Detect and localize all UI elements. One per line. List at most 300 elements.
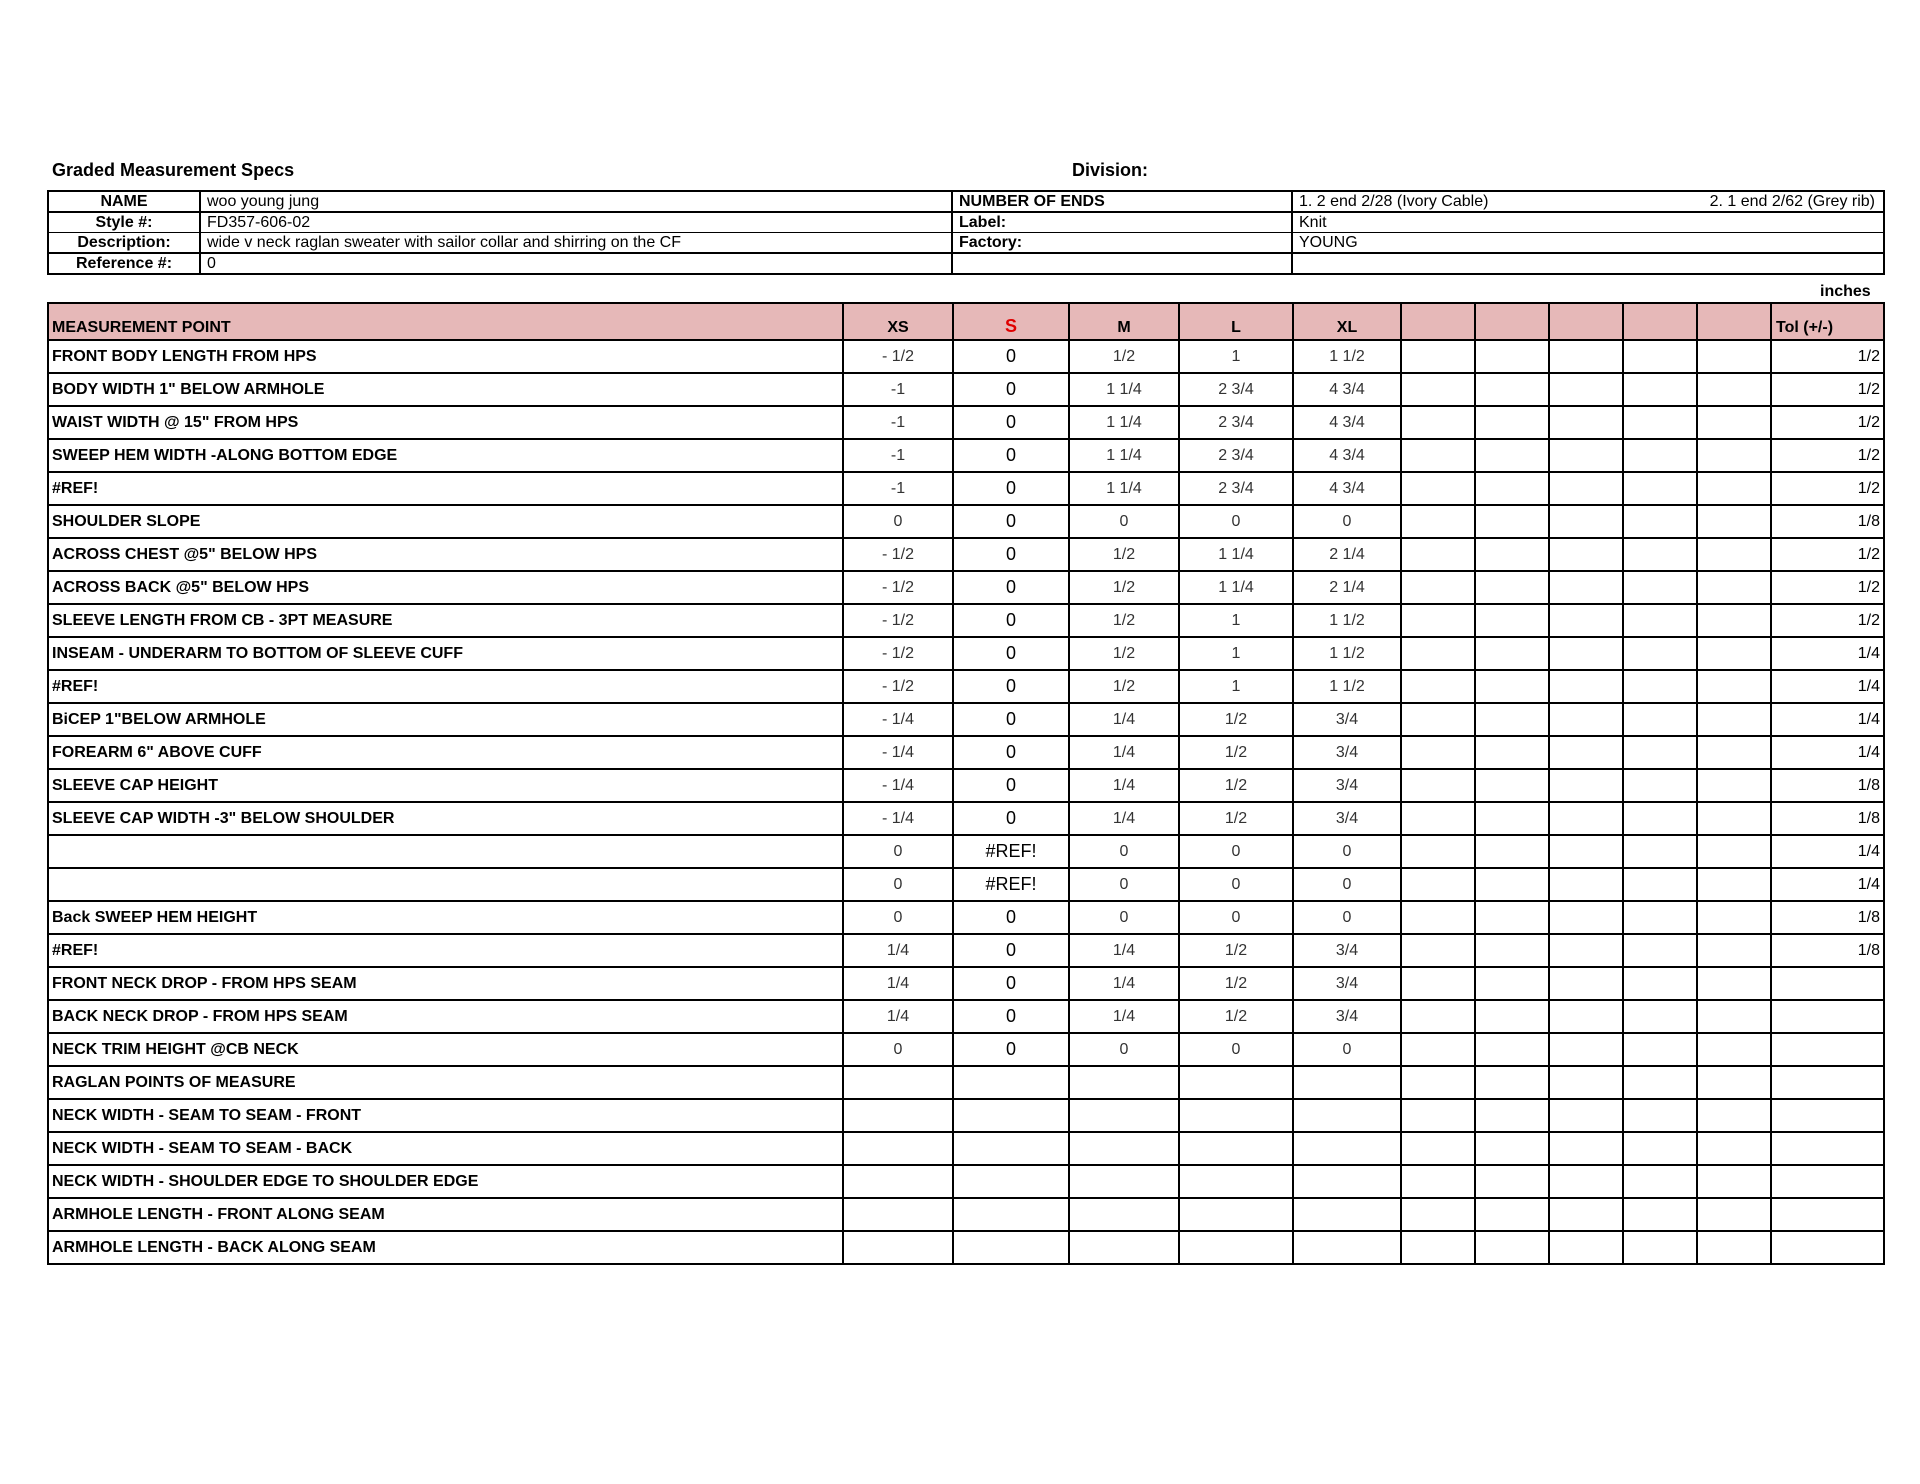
value-l: 2 3/4 (1179, 373, 1293, 406)
value-tolerance: 1/4 (1771, 703, 1884, 736)
spec-row (48, 802, 1884, 835)
blank-cell (1697, 1000, 1771, 1033)
blank-cell (1697, 439, 1771, 472)
blank-cell (1475, 1132, 1549, 1165)
empty-cell (952, 253, 1292, 274)
spec-row (48, 835, 1884, 868)
blank-cell (1401, 1198, 1475, 1231)
value-xs: 1/4 (843, 1000, 953, 1033)
blank-cell (1475, 1033, 1549, 1066)
measurement-point: FRONT BODY LENGTH FROM HPS (48, 340, 843, 373)
blank-cell (1549, 439, 1623, 472)
value-tolerance (1771, 1000, 1884, 1033)
value-m: 1/4 (1069, 967, 1179, 1000)
value-m: 1 1/4 (1069, 373, 1179, 406)
value-m (1069, 1231, 1179, 1264)
name-value: woo young jung (200, 191, 952, 212)
value-xl (1293, 1165, 1401, 1198)
blank-cell (1549, 934, 1623, 967)
blank-cell (1401, 736, 1475, 769)
blank-cell (1401, 340, 1475, 373)
value-xl: 0 (1293, 835, 1401, 868)
value-l (1179, 1198, 1293, 1231)
blank-cell (1549, 1165, 1623, 1198)
measurement-point: SLEEVE CAP WIDTH -3" BELOW SHOULDER (48, 802, 843, 835)
blank-cell (1697, 406, 1771, 439)
blank-cell (1401, 538, 1475, 571)
value-l (1179, 1231, 1293, 1264)
blank-cell (1623, 637, 1697, 670)
blank-cell (1623, 406, 1697, 439)
measurement-point: SWEEP HEM WIDTH -ALONG BOTTOM EDGE (48, 439, 843, 472)
blank-cell (1623, 538, 1697, 571)
value-tolerance (1771, 1198, 1884, 1231)
blank-cell (1475, 1099, 1549, 1132)
blank-cell (1697, 736, 1771, 769)
blank-cell (1475, 1231, 1549, 1264)
measurement-point: RAGLAN POINTS OF MEASURE (48, 1066, 843, 1099)
value-tolerance: 1/2 (1771, 538, 1884, 571)
blank-cell (1401, 670, 1475, 703)
measurement-point: ARMHOLE LENGTH - FRONT ALONG SEAM (48, 1198, 843, 1231)
spec-row (48, 1000, 1884, 1033)
value-m: 0 (1069, 868, 1179, 901)
value-s: 0 (953, 604, 1069, 637)
blank-cell (1697, 670, 1771, 703)
blank-cell (1623, 868, 1697, 901)
spec-row (48, 769, 1884, 802)
value-l: 1/2 (1179, 769, 1293, 802)
value-s: 0 (953, 340, 1069, 373)
spec-row (48, 736, 1884, 769)
blank-cell (1549, 604, 1623, 637)
blank-cell (1623, 934, 1697, 967)
blank-cell (1697, 637, 1771, 670)
blank-cell (1475, 703, 1549, 736)
value-tolerance: 1/4 (1771, 835, 1884, 868)
blank-cell (1623, 835, 1697, 868)
blank-cell (1401, 703, 1475, 736)
value-l (1179, 1165, 1293, 1198)
value-m (1069, 1132, 1179, 1165)
value-s (953, 1099, 1069, 1132)
blank-cell (1475, 472, 1549, 505)
spec-row (48, 505, 1884, 538)
division-label: Division: (1072, 160, 1149, 180)
value-xl: 3/4 (1293, 1000, 1401, 1033)
spec-row (48, 1132, 1884, 1165)
blank-cell (1697, 967, 1771, 1000)
value-m: 1/2 (1069, 637, 1179, 670)
measurement-point: ARMHOLE LENGTH - BACK ALONG SEAM (48, 1231, 843, 1264)
blank-cell (1623, 1132, 1697, 1165)
blank-cell (1401, 1066, 1475, 1099)
blank-cell (1401, 571, 1475, 604)
value-s: 0 (953, 1033, 1069, 1066)
spec-row (48, 703, 1884, 736)
value-xs (843, 1099, 953, 1132)
value-xl: 0 (1293, 505, 1401, 538)
blank-cell (1549, 1198, 1623, 1231)
value-xs (843, 1198, 953, 1231)
col-header-blank (1401, 303, 1475, 340)
blank-cell (1475, 604, 1549, 637)
value-xl: 3/4 (1293, 736, 1401, 769)
measurement-point: NECK WIDTH - SHOULDER EDGE TO SHOULDER EDGE (48, 1165, 843, 1198)
blank-cell (1549, 538, 1623, 571)
value-xs: 0 (843, 901, 953, 934)
value-xl: 4 3/4 (1293, 373, 1401, 406)
value-tolerance: 1/4 (1771, 868, 1884, 901)
blank-cell (1623, 1198, 1697, 1231)
spec-row (48, 1198, 1884, 1231)
blank-cell (1549, 1066, 1623, 1099)
value-tolerance (1771, 1099, 1884, 1132)
blank-cell (1401, 1000, 1475, 1033)
blank-cell (1549, 868, 1623, 901)
value-tolerance: 1/4 (1771, 736, 1884, 769)
value-tolerance: 1/2 (1771, 373, 1884, 406)
value-m: 1/4 (1069, 934, 1179, 967)
col-header-l: L (1179, 303, 1293, 340)
value-s: 0 (953, 472, 1069, 505)
value-xs: -1 (843, 439, 953, 472)
value-tolerance: 1/8 (1771, 802, 1884, 835)
blank-cell (1549, 769, 1623, 802)
blank-cell (1697, 538, 1771, 571)
blank-cell (1475, 769, 1549, 802)
empty-cell (1292, 253, 1884, 274)
blank-cell (1401, 637, 1475, 670)
blank-cell (1623, 505, 1697, 538)
spec-row (48, 868, 1884, 901)
value-m: 1/4 (1069, 802, 1179, 835)
value-xs (843, 1231, 953, 1264)
measurement-point: ACROSS CHEST @5" BELOW HPS (48, 538, 843, 571)
blank-cell (1475, 736, 1549, 769)
factory-label: Factory: (952, 233, 1292, 254)
blank-cell (1475, 670, 1549, 703)
value-m: 1/2 (1069, 604, 1179, 637)
value-s (953, 1066, 1069, 1099)
blank-cell (1475, 406, 1549, 439)
value-s: 0 (953, 1000, 1069, 1033)
value-xs: -1 (843, 373, 953, 406)
value-xs: - 1/4 (843, 736, 953, 769)
value-tolerance (1771, 967, 1884, 1000)
value-tolerance: 1/8 (1771, 934, 1884, 967)
units-label: inches (1820, 283, 1871, 300)
blank-cell (1697, 868, 1771, 901)
name-label: NAME (48, 191, 200, 212)
value-s (953, 1165, 1069, 1198)
value-xl: 1 1/2 (1293, 670, 1401, 703)
blank-cell (1623, 373, 1697, 406)
measurement-point: NECK TRIM HEIGHT @CB NECK (48, 1033, 843, 1066)
blank-cell (1549, 1132, 1623, 1165)
blank-cell (1475, 538, 1549, 571)
spec-row (48, 1231, 1884, 1264)
blank-cell (1475, 868, 1549, 901)
value-tolerance: 1/8 (1771, 769, 1884, 802)
spec-row (48, 637, 1884, 670)
value-xl (1293, 1066, 1401, 1099)
blank-cell (1697, 1066, 1771, 1099)
value-m: 1/4 (1069, 703, 1179, 736)
value-m: 1/4 (1069, 769, 1179, 802)
ends-label: NUMBER OF ENDS (952, 191, 1292, 212)
value-s: 0 (953, 505, 1069, 538)
blank-cell (1549, 736, 1623, 769)
measurement-point: #REF! (48, 934, 843, 967)
blank-cell (1475, 571, 1549, 604)
value-m: 0 (1069, 901, 1179, 934)
col-header-xl: XL (1293, 303, 1401, 340)
blank-cell (1697, 472, 1771, 505)
measurement-point: NECK WIDTH - SEAM TO SEAM - FRONT (48, 1099, 843, 1132)
label-value: Knit (1292, 212, 1884, 233)
value-tolerance: 1/2 (1771, 472, 1884, 505)
measurement-point: INSEAM - UNDERARM TO BOTTOM OF SLEEVE CUFF (48, 637, 843, 670)
blank-cell (1401, 901, 1475, 934)
value-xl: 2 1/4 (1293, 538, 1401, 571)
value-xl (1293, 1099, 1401, 1132)
blank-cell (1475, 835, 1549, 868)
value-xs: - 1/4 (843, 703, 953, 736)
value-xl (1293, 1231, 1401, 1264)
measurement-point: WAIST WIDTH @ 15" FROM HPS (48, 406, 843, 439)
value-s: #REF! (953, 868, 1069, 901)
blank-cell (1549, 802, 1623, 835)
spec-row (48, 571, 1884, 604)
blank-cell (1697, 373, 1771, 406)
blank-cell (1475, 1066, 1549, 1099)
value-m: 1/2 (1069, 340, 1179, 373)
value-s: 0 (953, 802, 1069, 835)
blank-cell (1697, 1099, 1771, 1132)
measurement-point (48, 868, 843, 901)
blank-cell (1401, 406, 1475, 439)
blank-cell (1401, 1033, 1475, 1066)
blank-cell (1697, 571, 1771, 604)
value-s: 0 (953, 901, 1069, 934)
spec-row (48, 340, 1884, 373)
blank-cell (1401, 934, 1475, 967)
col-header-blank (1623, 303, 1697, 340)
spec-row (48, 1066, 1884, 1099)
measurement-point: BiCEP 1"BELOW ARMHOLE (48, 703, 843, 736)
value-xs: 0 (843, 505, 953, 538)
blank-cell (1623, 901, 1697, 934)
document-title: Graded Measurement Specs (52, 160, 295, 180)
blank-cell (1623, 1066, 1697, 1099)
measurement-point: SHOULDER SLOPE (48, 505, 843, 538)
reference-label: Reference #: (48, 253, 200, 274)
measurement-point: SLEEVE LENGTH FROM CB - 3PT MEASURE (48, 604, 843, 637)
spec-row (48, 967, 1884, 1000)
value-xs: - 1/2 (843, 637, 953, 670)
blank-cell (1475, 1198, 1549, 1231)
blank-cell (1549, 505, 1623, 538)
value-xs: - 1/4 (843, 802, 953, 835)
blank-cell (1549, 340, 1623, 373)
value-xs: - 1/2 (843, 571, 953, 604)
value-xl: 3/4 (1293, 769, 1401, 802)
value-xl: 1 1/2 (1293, 637, 1401, 670)
blank-cell (1623, 1231, 1697, 1264)
value-m (1069, 1066, 1179, 1099)
value-s: 0 (953, 538, 1069, 571)
value-m: 0 (1069, 505, 1179, 538)
spec-row (48, 604, 1884, 637)
value-s: 0 (953, 373, 1069, 406)
value-xl: 4 3/4 (1293, 406, 1401, 439)
blank-cell (1401, 802, 1475, 835)
value-m: 0 (1069, 835, 1179, 868)
blank-cell (1401, 769, 1475, 802)
blank-cell (1623, 1165, 1697, 1198)
blank-cell (1697, 835, 1771, 868)
spec-row (48, 373, 1884, 406)
value-xl: 0 (1293, 901, 1401, 934)
value-tolerance: 1/2 (1771, 604, 1884, 637)
value-s (953, 1132, 1069, 1165)
description-value: wide v neck raglan sweater with sailor collar and shirring on the CF (200, 233, 952, 254)
factory-value: YOUNG (1292, 233, 1884, 254)
blank-cell (1549, 967, 1623, 1000)
blank-cell (1623, 769, 1697, 802)
blank-cell (1401, 1165, 1475, 1198)
value-xl: 3/4 (1293, 703, 1401, 736)
value-m: 1/4 (1069, 1000, 1179, 1033)
spec-row (48, 1165, 1884, 1198)
value-xl: 0 (1293, 1033, 1401, 1066)
value-s: #REF! (953, 835, 1069, 868)
measurement-point: ACROSS BACK @5" BELOW HPS (48, 571, 843, 604)
value-s: 0 (953, 637, 1069, 670)
header-info-table (47, 190, 1885, 275)
value-tolerance (1771, 1033, 1884, 1066)
value-m: 1/2 (1069, 538, 1179, 571)
col-header-m: M (1069, 303, 1179, 340)
value-m (1069, 1099, 1179, 1132)
measurement-point: #REF! (48, 670, 843, 703)
value-l: 1 (1179, 637, 1293, 670)
blank-cell (1549, 901, 1623, 934)
col-header-s: S (953, 303, 1069, 340)
value-s: 0 (953, 934, 1069, 967)
value-xs (843, 1066, 953, 1099)
spec-row (48, 670, 1884, 703)
ends-value (1292, 191, 1884, 212)
blank-cell (1623, 604, 1697, 637)
blank-cell (1549, 571, 1623, 604)
blank-cell (1401, 868, 1475, 901)
value-xs: 0 (843, 1033, 953, 1066)
value-l: 1 1/4 (1179, 538, 1293, 571)
value-m: 1/2 (1069, 571, 1179, 604)
col-header-blank (1549, 303, 1623, 340)
value-xs: - 1/4 (843, 769, 953, 802)
value-l: 1/2 (1179, 703, 1293, 736)
style-value: FD357-606-02 (200, 212, 952, 233)
value-l: 1 1/4 (1179, 571, 1293, 604)
blank-cell (1401, 439, 1475, 472)
blank-cell (1475, 1165, 1549, 1198)
blank-cell (1549, 472, 1623, 505)
blank-cell (1697, 340, 1771, 373)
value-l: 1/2 (1179, 802, 1293, 835)
value-xl: 1 1/2 (1293, 340, 1401, 373)
value-xs (843, 1132, 953, 1165)
spec-row (48, 1033, 1884, 1066)
value-l (1179, 1132, 1293, 1165)
measurement-point: FRONT NECK DROP - FROM HPS SEAM (48, 967, 843, 1000)
ends-value-1: 1. 2 end 2/28 (Ivory Cable) (1299, 193, 1489, 210)
blank-cell (1401, 1231, 1475, 1264)
blank-cell (1549, 406, 1623, 439)
measurement-point: FOREARM 6" ABOVE CUFF (48, 736, 843, 769)
value-s: 0 (953, 406, 1069, 439)
style-label: Style #: (48, 212, 200, 233)
blank-cell (1623, 703, 1697, 736)
value-xl: 3/4 (1293, 967, 1401, 1000)
value-m: 1 1/4 (1069, 472, 1179, 505)
blank-cell (1549, 703, 1623, 736)
ends-value-2: 2. 1 end 2/62 (Grey rib) (1709, 193, 1875, 210)
description-label: Description: (48, 233, 200, 254)
value-xs: 0 (843, 868, 953, 901)
value-xs: - 1/2 (843, 604, 953, 637)
value-s: 0 (953, 769, 1069, 802)
blank-cell (1475, 802, 1549, 835)
value-xl: 4 3/4 (1293, 439, 1401, 472)
value-l: 1/2 (1179, 967, 1293, 1000)
col-header-xs: XS (843, 303, 953, 340)
measurement-point: BACK NECK DROP - FROM HPS SEAM (48, 1000, 843, 1033)
value-s: 0 (953, 439, 1069, 472)
measurement-point: Back SWEEP HEM HEIGHT (48, 901, 843, 934)
value-s: 0 (953, 670, 1069, 703)
blank-cell (1475, 637, 1549, 670)
value-l (1179, 1066, 1293, 1099)
value-m: 1 1/4 (1069, 406, 1179, 439)
col-header-tol: Tol (+/-) (1771, 303, 1884, 340)
blank-cell (1697, 1198, 1771, 1231)
col-header-blank (1475, 303, 1549, 340)
blank-cell (1697, 769, 1771, 802)
reference-value: 0 (200, 253, 952, 274)
spec-table (47, 302, 1885, 1265)
blank-cell (1697, 1231, 1771, 1264)
col-header-blank (1697, 303, 1771, 340)
value-l: 2 3/4 (1179, 439, 1293, 472)
spec-row (48, 901, 1884, 934)
blank-cell (1623, 736, 1697, 769)
blank-cell (1623, 1033, 1697, 1066)
value-l: 0 (1179, 901, 1293, 934)
blank-cell (1401, 835, 1475, 868)
value-s (953, 1198, 1069, 1231)
value-m: 1/4 (1069, 736, 1179, 769)
blank-cell (1697, 604, 1771, 637)
blank-cell (1549, 835, 1623, 868)
blank-cell (1549, 373, 1623, 406)
value-xs: -1 (843, 472, 953, 505)
measurement-point: BODY WIDTH 1" BELOW ARMHOLE (48, 373, 843, 406)
value-l: 0 (1179, 505, 1293, 538)
value-l: 1/2 (1179, 934, 1293, 967)
